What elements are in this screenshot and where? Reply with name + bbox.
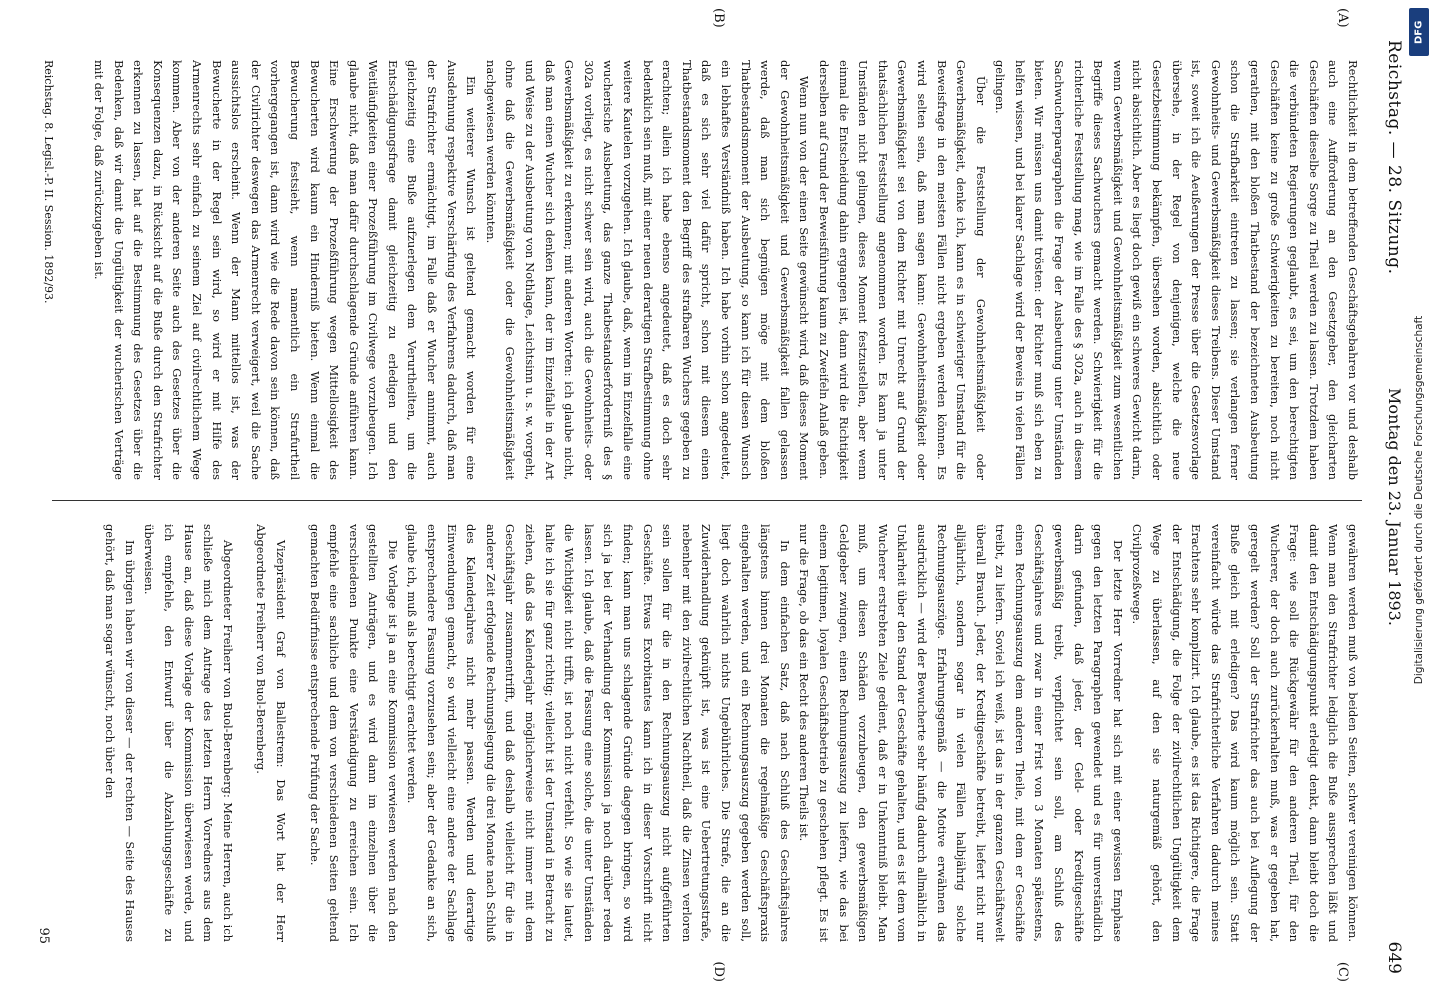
margin-marker-b: (B): [711, 8, 726, 28]
column-divider: [52, 500, 1362, 501]
digitization-stamp: [1406, 0, 1432, 1000]
dfg-logo-icon: DFG: [1409, 8, 1429, 56]
digitization-credit: Digitalisierung gefördert durch die Deutsche Forschungsgemeinschaft: [1413, 315, 1425, 685]
margin-marker-a: (A): [1335, 8, 1350, 28]
speaker-announcement: Vizepräsident Graf von Ballestrem: Das Wort hat der Herr Abgeordnete Freiherr von Buol-Berenberg.: [254, 524, 288, 942]
right-text-column: [52, 524, 1362, 942]
header-date: Montag den 23. Januar 1893.: [1385, 388, 1404, 626]
paragraph: Die Vorlage ist ja an eine Kommission verwiesen werden nach den gestellten Anträgen, und es wird dann im einzelnen über die verschiedenen Punkte eine Verständigung zu erreichen sein. Ich empfehle eine sachliche und dem von verschiedenen Seiten geltend gemachten Bedürfnisse entsprechende Prüfung der Sache.: [307, 524, 400, 942]
paragraph: gewähren werden muß von beiden Seiten, schwer vereinigen können. Wenn man den Strafrichter lediglich die Buße aussprechen läßt und damit den Entschädigungspunkt erledigt denkt, dann bleibt doch die Frage: wie soll die Rückgewähr für den anderen Theil, für den Wucherer, der doch auch zurückerhalten muß, was er gegeben hat, geregelt werden? Soll der Strafrichter das auch bei Auflegung der Buße gleich mit erledigen? Das wird kaum möglich sein. Statt vereinfacht würde das Strafrichterliche Verfahren dadurch meines Erachtens sehr komplizirt. Ich glaube, es ist das Richtigere, die Frage der Entschädigung, die Folge der zivilrechtlichen Ungültigkeit dem Wege zu überlassen, auf den sie naturgemäß gehört, den Civilprozeßwege.: [1130, 524, 1360, 942]
paragraph: Wenn nun von der einen Seite gewünscht wird, daß dieses Moment der Gewohnheitsmäßigkeit und Gewerbsmäßigkeit fallen gelassen werde, daß man sich begnügen möge mit dem bloßen Thatbestandsmoment der Ausbeutung, so kann ich für diesen Wunsch ein lebhaftes Verständniß haben. Ich habe vorhin schon angedeutet, daß es sich sehr viel dafür spricht, schon mit diesem einen Thatbestandsmoment den Begriff des strafbaren Wuchers gegeben zu erachten; allein ich habe ebenso angedeutet, daß es doch sehr bedenklich sein muß, mit einer neuen derartigen Strafbestimmung ohne weitere Kautelen vorzugehen. Ich glaube, daß, wenn im Einzelfalle eine wucherische Ausbeutung, das ganze Thatbestandserforderniß des § 302a vorliegt, es nicht schwer sein wird, auch die Gewohnheits- oder Gewerbsmäßigkeit zu erkennen; mit anderen Worten: ich glaube nicht, daß man einen Wucher sich denken kann, der im Einzelfalle in der Art und Weise zu der Ausbeutung von Nothlage, Leichtsinn u. s. w. vorgeht, ohne daß die Gewerbsmäßigkeit oder die Gewohnheitsmäßigkeit nachgewiesen werden könnten.: [483, 60, 812, 480]
paragraph: Im übrigen haben wir von dieser — der rechten — Seite des Hauses gehört, daß man sogar wünscht, noch über den: [103, 524, 137, 942]
header-page-number: 649: [1384, 941, 1404, 974]
margin-marker-d: (D): [711, 961, 726, 982]
margin-marker-c: (C): [1335, 961, 1350, 982]
footer-legislature: Reichstag. 8. Legisl.-P. II. Session. 1892/93.: [42, 60, 55, 304]
paragraph: In dem einfachen Satz, daß nach Schluß des Geschäftsjahres längstens binnen drei Monaten die regelmäßige Geschäftspraxis eingehalten werden, und ein Rechnungsauszug gegeben werden soll, liegt doch wahrlich nichts Ungebührliches. Die Strafe, die an die Zuwiderhandlung geknüpft ist, was ist eine Uebertretungsstrafe, nebenher mit den zivilrechtlichen Nachtheil, daß die Zinsen verloren sein sollen für die in den Rechnungsauszug nicht aufgeführten Geschäfte. Etwas Exorbitantes kann ich in dieser Vorschrift nicht finden; kann man uns schlagende Gründe dagegen bringen, so wird sich ja bei der Verhandlung der Kommission ja noch darüber reden lassen. Ich glaube, daß die Fassung eine solche, die unter Umständen die Wichtigkeit nicht trifft, ist noch nicht verfehlt. So wie sie lautet, halte ich sie für ganz richtig; vielleicht ist der Umstand in Betracht zu ziehen, daß das Kalenderjahr möglicherweise nicht immer mit dem Geschäftsjahr zusammentrifft, und daß deshalb vielleicht für die in anderer Zeit erfolgende Rechnungslegung die drei Monate nach Schluß des Kalenderjahres nicht mehr passen. Werden und derartige Einwendungen gemacht, so wird vielleicht eine andere der Sachlage entsprechendere Fassung vorzusehen sein; aber der Gedanke an sich, glaube ich, muß als berechtigt erachtet werden.: [405, 524, 792, 942]
paragraph: Über die Feststellung der Gewohnheitsmäßigkeit oder Gewerbsmäßigkeit, denke ich, kann es in schwieriger Umstand für die Beweisfrage in den meisten Fällen nicht ergeben werden können. Es wird selten sein, daß man sagen kann: Gewohnheitsmäßigkeit oder Gewerbsmäßigkeit sei von dem Richter mit Unrecht auf Grund der thatsächlichen Feststellung angenommen worden. Es kann ja unter Umständen nicht gelingen, dieses Moment festzustellen, aber wenn einmal die Entscheidung dahin ergangen ist, dann wird die Richtigkeit derselben auf Grund der Beweisführung kaum zu Zweifeln Anlaß geben.: [816, 60, 988, 480]
page-header: [1374, 40, 1404, 974]
paragraph: Der letzte Herr Vorredner hat sich mit einer gewissen Emphase gegen den letzten Paragraphen gewendet und es für unverständlich darin gefunden, daß jeder, der Geld- oder Kreditgeschäfte gewerbsmäßig treibt, verpflichtet sein soll, am Schluß des Geschäftsjahres und zwar in einer Frist von 3 Monaten spätestens, einen Rechnungsauszug dem anderen Theile, mit dem er Geschäfte treibt, zu liefern. Soviel ich weiß, ist das in der ganzen Geschäftswelt überall Brauch. Jeder, der Kreditgeschäfte betreibt, liefert nicht nur alljährlich, sondern sogar in vielen Fällen halbjährig solche Rechnungsauszüge. Erfahrungsgemäß — die Motive erwähnen das ausdrücklich — wird der Bewucherte sehr häufig dadurch allmählich in Unklarheit über den Stand der Geschäfte gehalten, und es ist dem vom Wucherer erstrebten Ziele gedient, daß er in Unkenntniß bleibt. Man muß, um diesen Schäden vorzubeugen, den gewerbsmäßigen Geldgeber zwingen, einen Rechnungsauszug zu liefern, wie das bei einem legitimen, loyalen Geschäftsbetrieb zu geschehen pflegt. Es ist nur die Frage, ob das ein Recht des anderen Theils ist.: [797, 524, 1125, 942]
footer-sheet-number: 95: [36, 927, 51, 944]
left-text-column: [52, 60, 1362, 480]
paragraph: Rechtlichkeit in dem betreffenden Geschäftsgebahren vor und deshalb auch eine Aufforderung an den Gesetzgeber, den gleicharten Geschäften dieselbe Sorge zu Theil werden zu lassen. Trotzdem haben die verbündeten Regierungen geglaubt, es sei, um den berechtigten Geschäften keine zu große Schwierigkeiten zu bereiten, noch nicht gerathen, mit den bloßen Thatbestand der bezeichneten Ausbeutung schon die Strafbarkeit eintreten zu lassen; sie verlangen ferner Gewohnheits- und Gewerbsmäßigkeit dieses Treibens. Dieser Umstand ist, soweit ich die Aeußerungen der Presse über die Gesetzesvorlage übersehe, in der Regel von denjenigen, welche die neue Gesetzbestimmung bekämpfen, übersehen worden, absichtlich oder nicht absichtlich. Aber es liegt doch gewiß ein schweres Gewicht darin, wenn Gewerbsmäßigkeit und Gewohnheitsmäßigkeit zum wesentlichen Begriffe dieses Sachwuchers gemacht werden. Schwierigkeit für die richterliche Feststellung mag, wie im Falle des § 302a, auch in diesem Sachwucherparagraphen die Frage der Ausbeutung unter Umständen bieten. Wir müssen uns damit trösten: der Richter muß sich eben zu helfen wissen, und bei klarer Sachlage wird der Beweis in vielen Fällen gelingen.: [993, 60, 1360, 480]
speaker-paragraph: Abgeordneter Freiherr von Buol-Berenberg: Meine Herren, auch ich schließe mich dem Antrage des letzten Herrn Vorredners aus dem Hause an, daß diese Vorlage der Kommission überwiesen werde, und ich empfehle, den Entwurf über die Abzahlungsgeschäfte zu überweisen.: [142, 524, 235, 942]
paragraph: Ein weiterer Wunsch ist geltend gemacht worden für eine Ausdehnung respektive Verschärfung des Verfahrens dadurch, daß man der Strafrichter ermächtigt, im Falle daß er Wucher annimmt, auch gleichzeitig eine Buße aufzuerlegen dem Verurtheilten, um die Entschädigungsfrage damit gleichzeitig zu erledigen und den Weitläufigkeiten einer Prozeßführung im Civilwege vorzubeugen. Ich glaube nicht, daß man dafür durchschlagende Gründe anführen kann. Eine Erschwerung der Prozeßführung wegen Mittellosigkeit des Bewucherten wird kaum ein Hinderniß bieten. Wenn einmal die Bewucherung festsieht, wenn namentlich ein Strafurtheil vorhergegangen ist, dann wird wie die Rede davon sein können, daß der Civilrichter deswegen das Armenrecht verweigert, weil die Sache aussichtslos erscheint. Wenn der Mann mittellos ist, was der Bewucherte in der Regel sein wird, so wird er mit Hilfe des Armenrechts sehr einfach zu seinem Ziel auf civilrechtlichem Wege kommen. Aber von der anderen Seite auch des Gesetzes über die Konsequenzen dazu, in Rücksicht auf die Buße durch den Strafrichter erkennen zu lassen, hat auf die Bestimmung des Gesetzes über die Bedenken, daß wir damit die Ungültigkeit der wucherischen Verträge mit der Folge, daß zurückzugeben ist.: [92, 60, 479, 480]
header-session: Reichstag. — 28. Sitzung.: [1384, 40, 1404, 275]
